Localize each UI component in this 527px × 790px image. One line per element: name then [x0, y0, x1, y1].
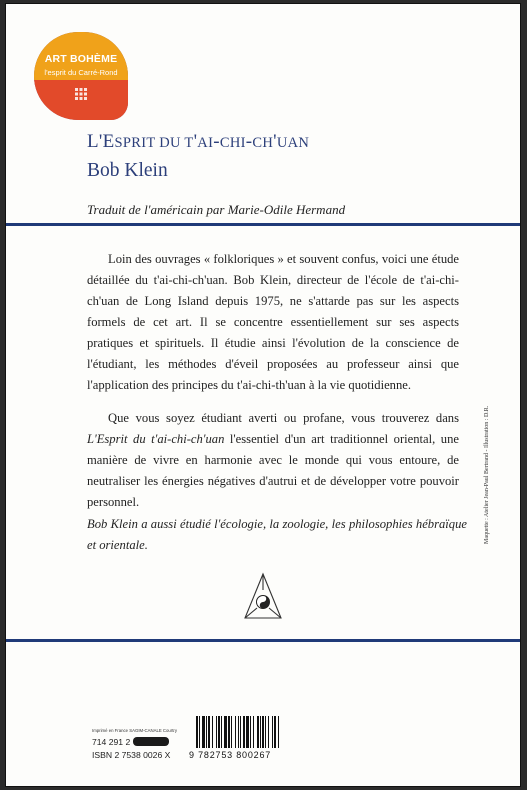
- book-author: Bob Klein: [87, 160, 168, 181]
- bottom-rule: [6, 639, 520, 642]
- blurb-paragraph-2: Que vous soyez étudiant averti ou profane, vous trouverez dans L'Esprit du t'ai-chi-ch'uan l'essentiel d'un art traditionnel oriental, une manière de vivre en harmonie avec le monde qui vous entoure, de neutraliser les énergies négatives d'autrui et de développer votre pouvoir personnel.: [87, 411, 459, 509]
- translator-credit: Traduit de l'américain par Marie-Odile Hermand: [87, 202, 346, 217]
- yin-yang-star-emblem-icon: [241, 572, 285, 624]
- publisher-logo: [34, 32, 128, 120]
- book-back-cover: [6, 4, 520, 786]
- product-code: 714 291 2: [92, 737, 169, 747]
- barcode: [194, 716, 304, 750]
- barcode-number: 9 782753 800267: [189, 750, 272, 760]
- logo-grid-icon: [74, 87, 88, 101]
- isbn: ISBN 2 7538 0026 X: [92, 750, 171, 760]
- ink-smudge: [133, 737, 169, 746]
- design-credits: Maquette : Atelier Jean-Paul Bertrand - Illustration : D.R.: [484, 405, 490, 544]
- blurb-paragraph-1: Loin des ouvrages « folkloriques » et souvent confus, voici une étude détaillée du t'ai-chi-ch'uan. Bob Klein, directeur de l'école de t'ai-chi-ch'uan de Long Island depuis 1975, ne s'attarde pas sur les aspects formels de cet art. Il se concentre essentiellement sur ses aspects pratiques et spirituels. Il étudie ainsi l'évolution de la conscience de l'étudiant, les méthodes d'éveil proposées au professeur ainsi que l'application des principes du t'ai-chi-th'uan à la vie quotidienne.: [87, 252, 459, 392]
- blurb-book-title: L'Esprit du t'ai-chi-ch'uan: [87, 432, 225, 446]
- logo-brand: ART BOHÈME: [44, 53, 118, 65]
- top-rule: [6, 223, 520, 226]
- printer-info: Imprimé en France SAGIM-CANALE Courtry: [92, 728, 178, 733]
- author-note: Bob Klein a aussi étudié l'écologie, la zoologie, les philosophies hébraïque et orientale.: [87, 517, 467, 552]
- logo-tagline: l'esprit du Carré-Rond: [44, 68, 118, 77]
- book-title: L'ESPRIT DU T'AI-CHI-CH'UAN: [87, 131, 310, 152]
